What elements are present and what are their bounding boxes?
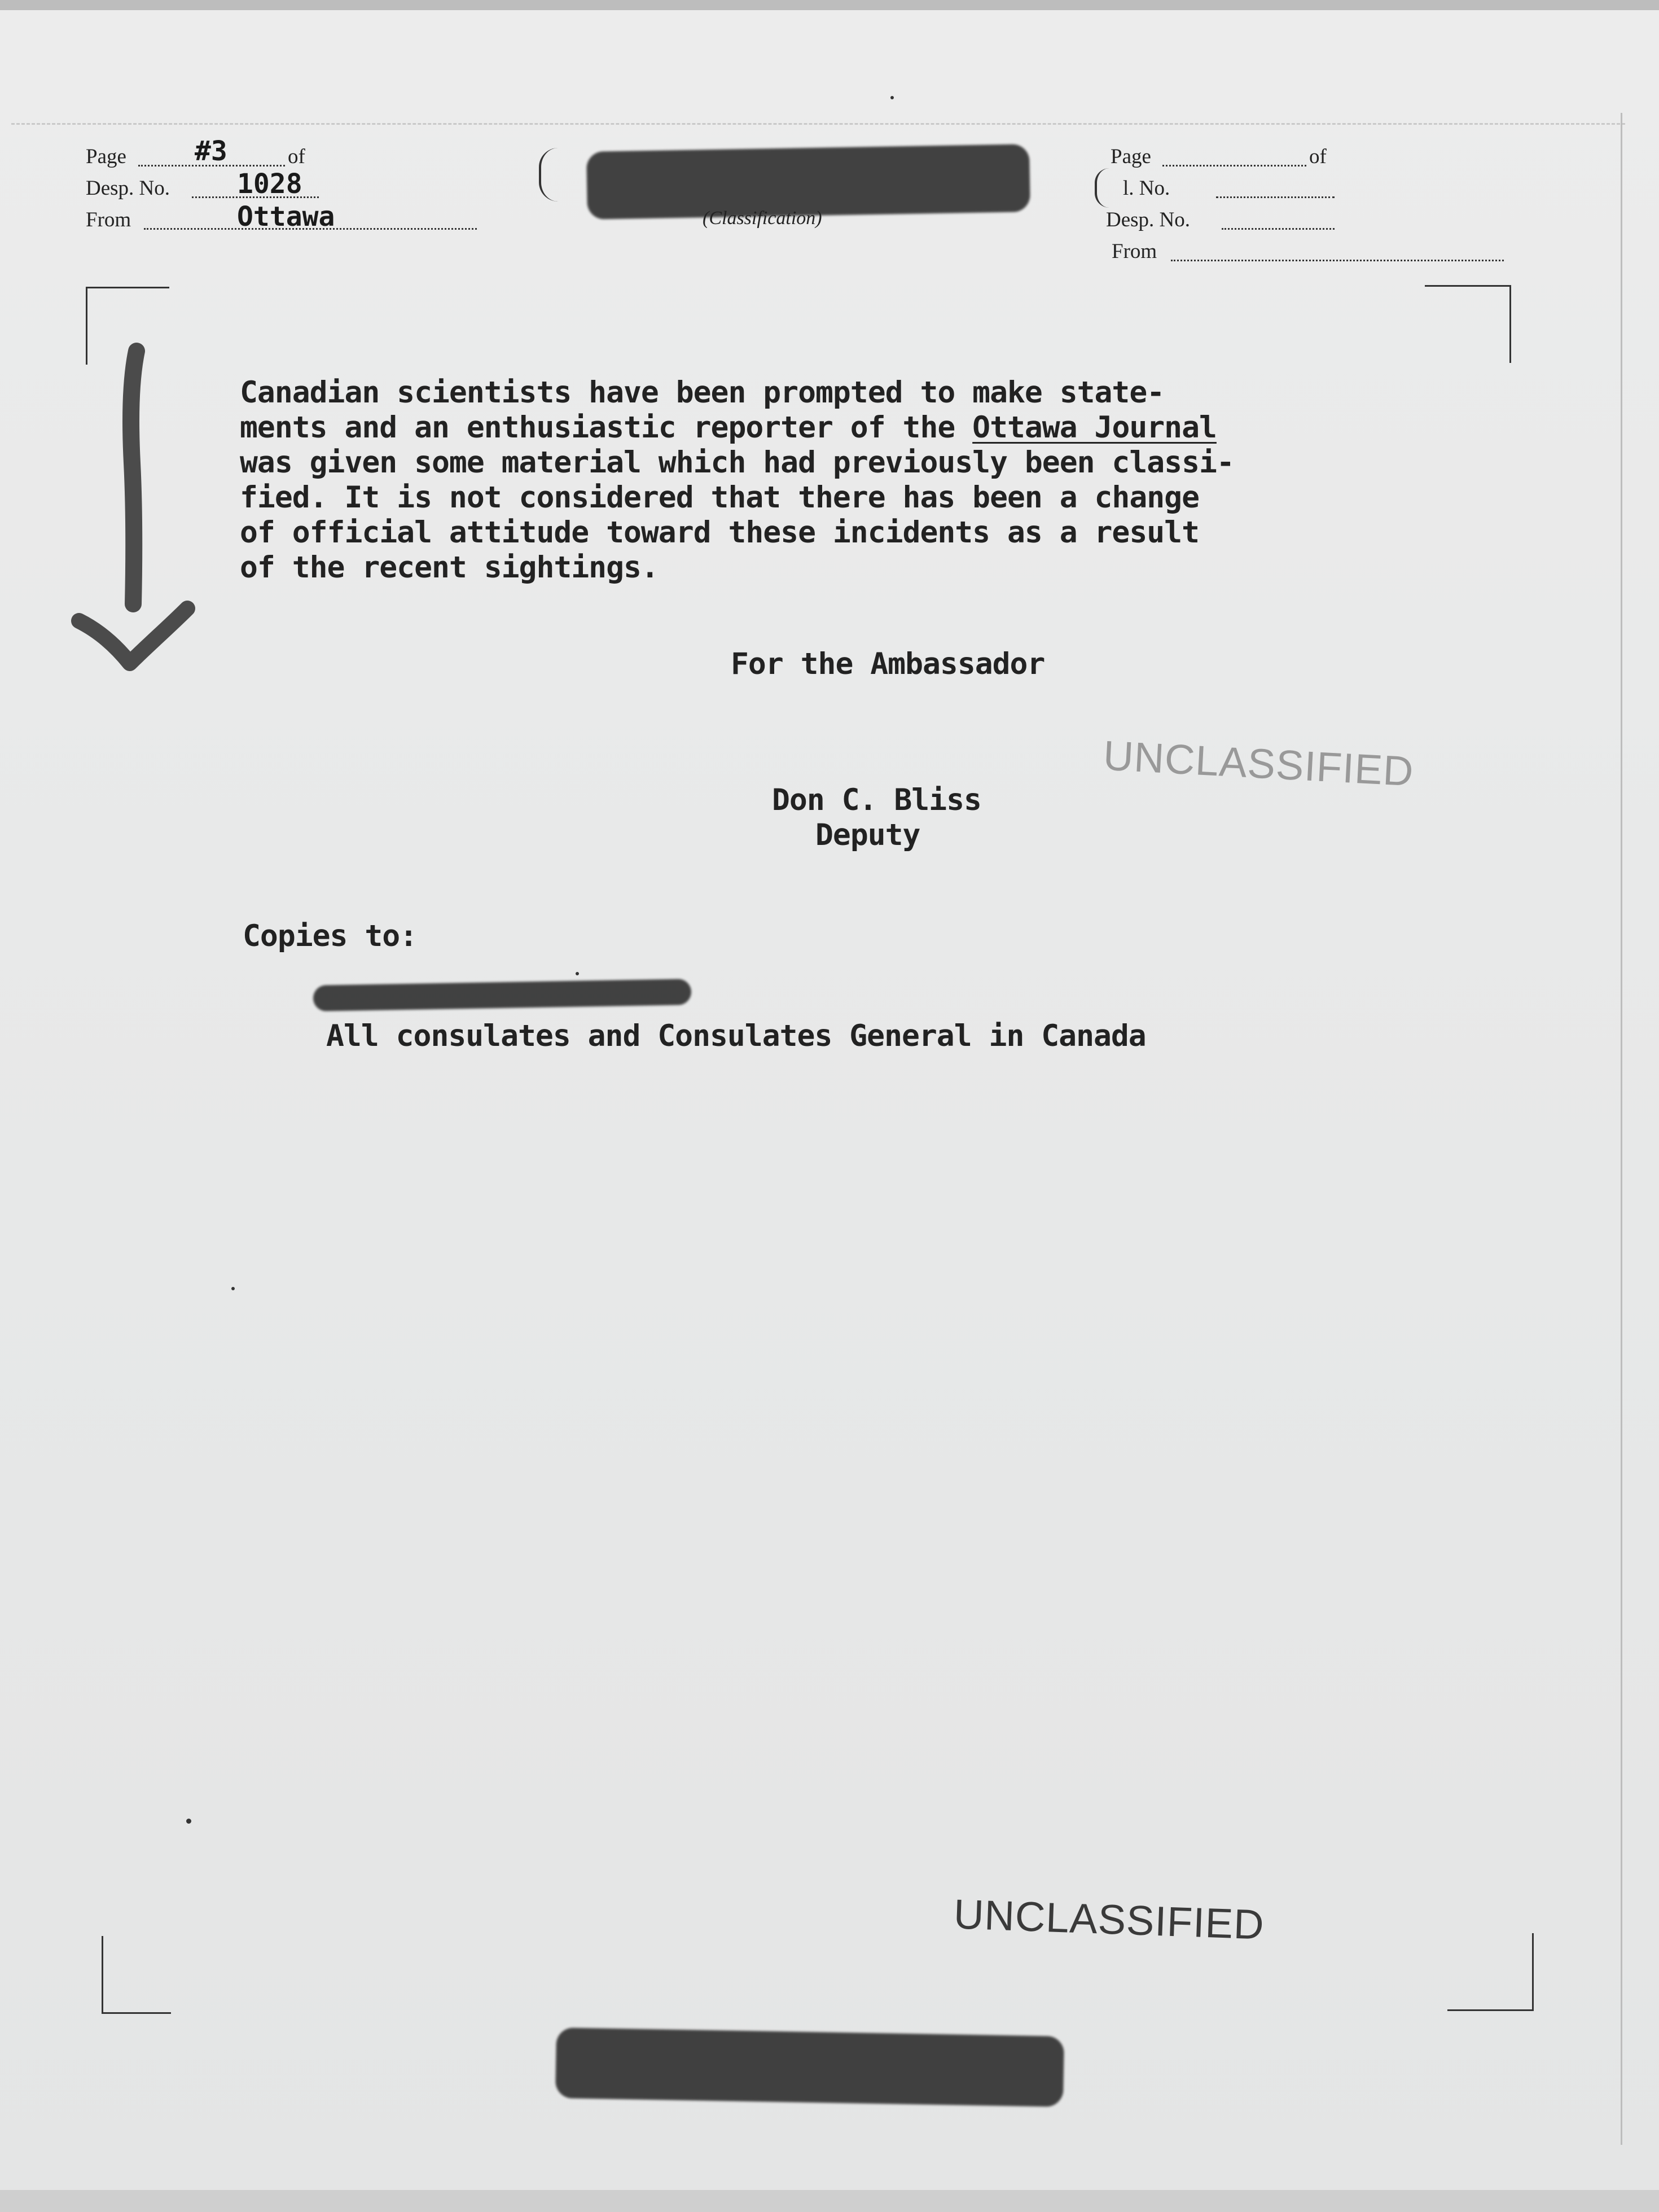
body-line-2 xyxy=(240,410,1217,445)
desp-label: Desp. No. xyxy=(86,177,170,200)
right-from-label: From xyxy=(1112,240,1157,263)
desp-value: 1028 xyxy=(237,168,302,200)
top-edge xyxy=(0,0,1659,10)
right-bracket xyxy=(1095,168,1109,208)
body-line-5: of official attitude toward these incidents as a result xyxy=(240,515,1199,550)
from-value: Ottawa xyxy=(237,201,335,233)
body-line-1: Canadian scientists have been prompted to make state- xyxy=(240,375,1165,410)
signature-closing: For the Ambassador xyxy=(731,647,1045,681)
signature-title: Deputy xyxy=(815,818,920,852)
header-rule xyxy=(11,123,1625,126)
copies-redaction xyxy=(313,979,692,1011)
encl-line xyxy=(1216,196,1335,198)
speck xyxy=(890,96,894,99)
bottom-edge xyxy=(0,2190,1659,2212)
body-line-6: of the recent sightings. xyxy=(240,550,659,585)
corner-mark-top-right xyxy=(1425,285,1511,363)
bottom-classification-redaction xyxy=(555,2027,1064,2107)
corner-mark-bottom-left xyxy=(102,1936,171,2014)
right-edge-line xyxy=(1621,113,1622,2145)
body-line-3: was given some material which had previously been classi- xyxy=(240,445,1234,480)
encl-label: l. No. xyxy=(1123,177,1170,200)
corner-mark-bottom-right xyxy=(1447,1933,1534,2011)
page-label: Page xyxy=(86,145,126,168)
copies-recipient: All consulates and Consulates General in Canada xyxy=(326,1019,1146,1053)
signature-name: Don C. Bliss xyxy=(772,783,981,817)
right-page-line xyxy=(1162,165,1306,167)
page-of-label: of xyxy=(288,145,305,168)
classification-caption: (Classification) xyxy=(703,208,822,229)
body-line-4: fied. It is not considered that there has been a change xyxy=(240,480,1199,515)
speck xyxy=(576,972,579,975)
from-label: From xyxy=(86,208,131,231)
right-page-of-label: of xyxy=(1309,145,1327,168)
journal-name: Ottawa Journal xyxy=(972,410,1217,445)
down-arrow-icon xyxy=(68,339,203,677)
right-desp-label: Desp. No. xyxy=(1106,208,1191,231)
body-line-2-text: ments and an enthusiastic reporter of the xyxy=(240,410,973,445)
classification-bracket xyxy=(539,148,558,202)
speck xyxy=(186,1819,191,1824)
page-value: #3 xyxy=(195,135,227,167)
copies-label: Copies to: xyxy=(243,919,418,953)
speck xyxy=(231,1287,235,1290)
right-page-label: Page xyxy=(1111,145,1151,168)
right-desp-line xyxy=(1222,228,1335,230)
unclassified-stamp-upper: UNCLASSIFIED xyxy=(1102,732,1415,795)
right-from-line xyxy=(1171,260,1504,261)
unclassified-stamp-lower: UNCLASSIFIED xyxy=(953,1890,1265,1948)
